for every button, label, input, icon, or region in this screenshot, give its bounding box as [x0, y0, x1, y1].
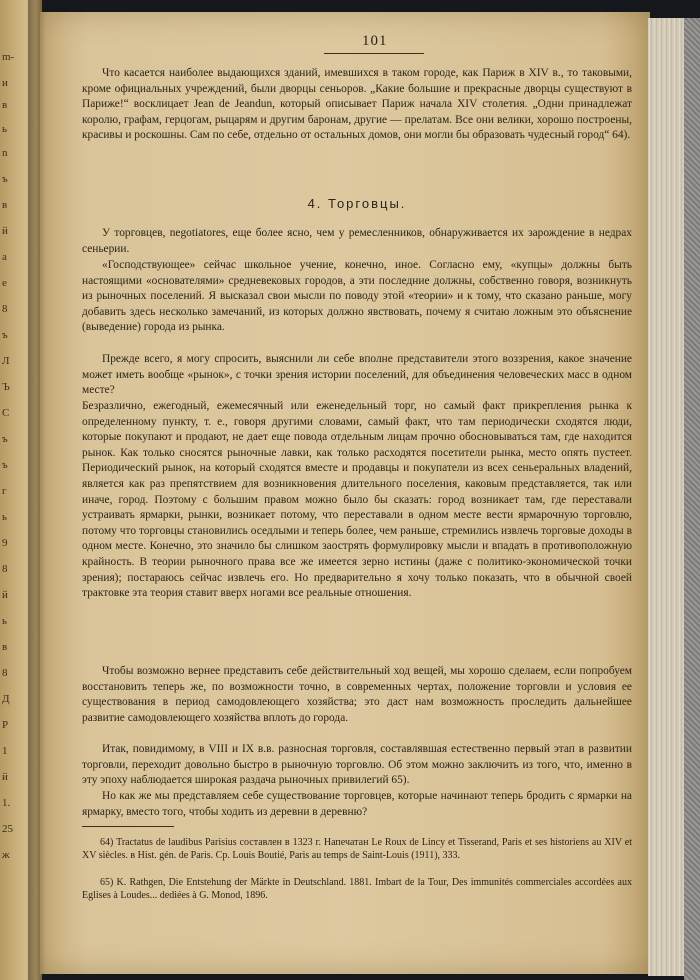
left-page-fragment: ъ	[2, 329, 8, 341]
left-page-fragment: в	[2, 199, 8, 211]
left-page-fragment: m-	[2, 51, 15, 63]
left-page-fragment: ъ	[2, 433, 8, 445]
left-page-fragment: Р	[2, 719, 9, 731]
paragraph-viii-ix-centuries: Итак, повидимому, в VIII и IX в.в. разносная торговля, составлявшая естественно первый этап в развитии торговли, переходит довольно быстро в рыночную торговлю. Об этом можно заключить из того, что, именно в эту эпоху наблюдается широкая раздача рыночных привилегий 65).	[82, 743, 632, 787]
left-page-fragment: ж	[2, 849, 10, 861]
left-page-fragment: Л	[2, 355, 10, 367]
book-binding	[684, 18, 700, 980]
left-page-fragment: й	[2, 771, 8, 783]
left-page-fragment: в	[2, 641, 8, 653]
paragraph-market-question: Прежде всего, я могу спросить, выяснили ли себе вполне представители этого воззрения, какое значение может иметь вообще «рынок», с точки зрения истории поселений, для объединения человеческих масс в одном месте?	[82, 353, 632, 397]
left-page-fragment: n	[2, 147, 8, 159]
left-page-fragment: 8	[2, 303, 8, 315]
footnote-64: 64) Tractatus de laudibus Parisius составлен в 1323 г. Напечатан Le Roux de Lincy et Tisserand, Paris et ses historiens au XIV et XV siècles. в Hist. gén. de Paris. Cp. Louis Boutié, Paris au temps de Saint-Louis (1911), 333.	[82, 837, 632, 862]
left-page-fragment: й	[2, 589, 8, 601]
left-page-fragment: г	[2, 485, 7, 497]
footnote-rule	[82, 826, 174, 827]
section-heading: 4. Торговцы.	[307, 196, 407, 211]
paragraph-paris-palaces: Что касается наиболее выдающихся зданий, имевшихся в таком городе, как Париж в XIV в., то таковыми, кроме официальных учреждений, были дворцы сеньоров. „Какие большие и прекрасные дворцы существуют в Париже!“ восклицает Jean de Jeandun, который описывает Париж начала XIV столетия. „Одни принадлежат королю, графам, герцогам, рыцарям и другим баронам, другие — прелатам. Все они велики, хорошо построены, красивы и роскошны. Сам по себе, отдельно от остальных домов, они могли бы образовать чудесный город“ 64).	[82, 67, 632, 142]
paragraph-market-theory: «Господствующее» сейчас школьное учение, конечно, иное. Согласно ему, «купцы» должны быть настоящими «основателями» средневековых городов, а эти последние должны, собственно говоря, возникнуть из рыночных поселений. Я высказал свои мысли по поводу этой «теории» и к тому, что сказано раньше, могу добавить здесь несколько замечаний, из которых должно явствовать, почему я считаю ложным это объяснение (выведение) города из рынка.	[82, 259, 632, 334]
page-stack-edge	[648, 18, 686, 976]
left-page-fragment: Д	[2, 693, 10, 705]
left-page-fragment: и	[2, 77, 8, 89]
left-page-fragment: 8	[2, 667, 8, 679]
left-page-fragment: ь	[2, 123, 8, 135]
page-number-rule	[324, 53, 424, 54]
left-page-fragment: а	[2, 251, 7, 263]
paragraph-traders-origin: У торговцев, negotiatores, еще более ясно, чем у ремесленников, обнаруживается их зарождение в недрах сеньерии.	[82, 227, 632, 255]
footnote-65: 65) K. Rathgen, Die Entstehung der Märkte in Deutschland. 1881. Imbart de la Tour, Des immunités commerciales accordées aux Eglises à Loudes... dediées à G. Monod, 1896.	[82, 877, 632, 902]
left-page-fragment: 25	[2, 823, 13, 835]
left-page-fragment: 8	[2, 563, 8, 575]
paragraph-wandering-traders: Но как же мы представляем себе существование торговцев, которые начинают теперь бродить с ярмарки на ярмарку, вместо того, чтобы ходить из деревни в деревню?	[82, 790, 632, 818]
left-page-fragment: ь	[2, 511, 8, 523]
left-page-fragment: ъ	[2, 459, 8, 471]
left-page-fragment: 9	[2, 537, 8, 549]
left-page-fragment: 1	[2, 745, 8, 757]
page-gutter-shadow	[28, 0, 46, 980]
left-page-fragment: в	[2, 99, 8, 111]
left-page-fragment: ъ	[2, 173, 8, 185]
page-number: 101	[362, 33, 388, 49]
left-page-fragment: 1.	[2, 797, 11, 809]
left-page-fragment: ь	[2, 615, 8, 627]
left-page-fragment: C	[2, 407, 10, 419]
paragraph-periodic-market: Безразлично, ежегодный, ежемесячный или еженедельный торг, но самый факт прикрепления рынка к определенному пункту, т. е., говоря другими словами, самый факт, что там периодически сходятся люди, которые покупают и продают, не дает еще повода отдельным лицам прочно обосновываться там, где находится рынок. Как только сносятся рыночные лавки, как только расходятся посетители рынка, место опять пустеет. Периодический рынок, на который сходятся вместе и продавцы и покупатели из всех сеньеральных владений, является как раз препятствием для возникновения длительного поселения, каковым представляется, так или иначе, город. Поэтому с большим правом можно было бы сказать: город возникает там, где переставали устраивать ярмарки, рынки, возникает потому, что переставали в одном месте вести ярмарочную торговлю, потому что торговцы становились оседлыми и теперь более, чем раньше, стремились извлечь торговые доходы в одном месте. Конечно, это значило бы слишком заострять формулировку мысли и впадать в противоположную крайность. В теории рыночного права все же имеется зерно истины (даже с политико-экономической точки зрения); постараюсь сейчас извлечь его. Но предварительно я хочу только показать, что в обычной своей трактовке эта теория ставит вверх ногами все реальные отношения.	[82, 400, 632, 600]
left-page-fragment: е	[2, 277, 7, 289]
paragraph-self-sufficient-economy: Чтобы возможно вернее представить себе действительный ход вещей, мы хорошо сделаем, если попробуем восстановить теперь же, по возможности точно, в современных чертах, положение торговли и условия ее существования в период самодовлеющего хозяйства; это даст нам возможность проследить дальнейшее развитие самодовлеющего хозяйства вплоть до города.	[82, 665, 632, 724]
left-page-fragment: Ъ	[2, 381, 10, 393]
left-page-fragment: й	[2, 225, 8, 237]
